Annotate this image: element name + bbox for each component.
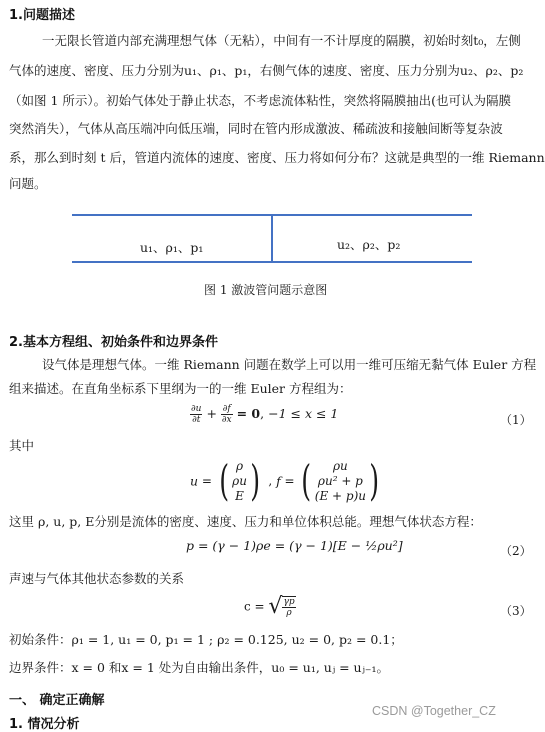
- euler-domain: −1 ≤ x ≤ 1: [268, 406, 339, 421]
- vector-definitions: u = ( ρ ρu E ) , f = ( ρu ρu² + p (E + p)u ): [190, 456, 380, 505]
- section-heading-equations: 2.基本方程组、初始条件和边界条件: [9, 335, 218, 350]
- csdn-watermark: CSDN @Together_CZ: [372, 704, 496, 718]
- sound-speed-intro: 声速与气体其他状态参数的关系: [9, 571, 185, 586]
- right-state-label: u₂、ρ₂、p₂: [337, 237, 401, 252]
- problem-line-3: （如图 1 所示）。初始气体处于静止状态，不考虑流体粘性，突然将隔膜抽出(也可认为隔膜: [9, 93, 512, 108]
- equations-line-2: 组来描述。在直角坐标系下里纲为一的一维 Euler 方程组为：: [9, 381, 352, 396]
- state-equation-intro: 这里 ρ, u, p, E分别是流体的密度、速度、压力和单位体积总能。理想气体状态方程：: [9, 514, 482, 529]
- problem-line-1: 一无限长管道内部充满理想气体（无粘），中间有一不计厚度的隔膜，初始时刻t₀，左侧: [42, 33, 521, 48]
- section-heading-exact-solution: 一、 确定正确解: [9, 693, 105, 708]
- problem-line-5: 系，那么到时刻 t 后，管道内流体的速度、密度、压力将如何分布？这就是典型的一维 Riemann: [9, 150, 545, 165]
- problem-line-2: 气体的速度、密度、压力分别为u₁、ρ₁、p₁，右侧气体的速度、密度、压力分别为u₂、ρ₂、p₂: [9, 63, 524, 78]
- equation-number-2: （2）: [500, 544, 532, 558]
- left-state-label: u₁、ρ₁、p₁: [140, 240, 204, 255]
- vector-u-row-3: E: [235, 488, 244, 503]
- vector-f-row-2: ρu² + p: [317, 473, 363, 488]
- equation-number-1: （1）: [500, 413, 532, 427]
- where-text: 其中: [9, 438, 35, 453]
- equation-number-3: （3）: [500, 604, 532, 618]
- problem-line-4: 突然消失），气体从高压端冲向低压端，同时在管内形成激波、稀疏波和接触间断等复杂波: [9, 121, 503, 136]
- state-equation: p = (γ − 1)ρe = (γ − 1)[E − ½ρu²]: [186, 538, 403, 553]
- equations-line-1: 设气体是理想气体。一维 Riemann 问题在数学上可以用一维可压缩无黏气体 Euler 方程: [42, 357, 537, 372]
- subsection-heading-analysis: 1. 情况分析: [9, 717, 80, 732]
- problem-line-6: 问题。: [9, 176, 47, 191]
- initial-conditions: 初始条件：ρ₁ = 1, u₁ = 0, p₁ = 1 ; ρ₂ = 0.125, u₂ = 0, p₂ = 0.1；: [9, 632, 403, 647]
- vector-f-row-1: ρu: [332, 458, 348, 473]
- diaphragm: [271, 214, 273, 263]
- sound-speed-equation: c = √ $\frac{\gamma p}{\rho}$: [244, 594, 295, 619]
- vector-u-row-2: ρu: [232, 473, 247, 488]
- section-heading-problem: 1.问题描述: [9, 8, 75, 23]
- vector-f-row-3: (E + p)u: [314, 488, 366, 503]
- euler-equation: $\frac{\partial u}{\partial t}$ + $\frac{\partial f}{\partial x}$ = 0, −1 ≤ x ≤ 1: [191, 404, 339, 425]
- figure-caption: 图 1 激波管问题示意图: [204, 283, 328, 297]
- vector-u-row-1: ρ: [236, 458, 244, 473]
- boundary-conditions: 边界条件：x = 0 和x = 1 处为自由输出条件，u₀ = u₁, uⱼ = uⱼ₋₁。: [9, 660, 390, 675]
